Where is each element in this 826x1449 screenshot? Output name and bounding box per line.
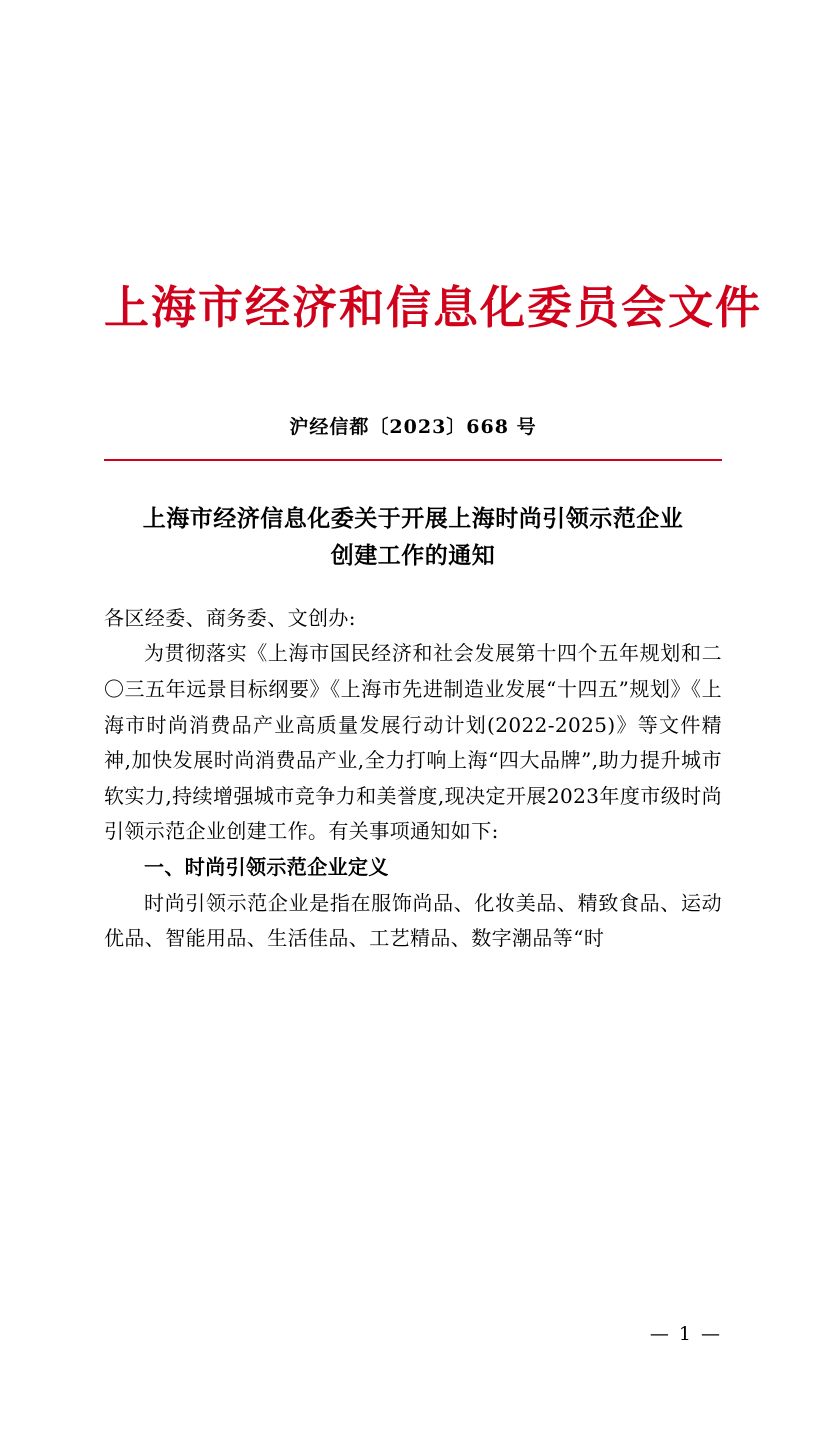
document-page <box>0 280 826 1449</box>
document-body <box>104 601 722 957</box>
document-title-line-1: 上海市经济信息化委关于开展上海时尚引领示范企业 <box>142 505 684 533</box>
document-number: 沪经信都〔2023〕668 号 <box>289 416 537 439</box>
document-title <box>104 501 722 575</box>
section-1-paragraph: 时尚引领示范企业是指在服饰尚品、化妆美品、精致食品、运动优品、智能用品、生活佳品、工艺精品、数字潮品等“时 <box>104 890 722 951</box>
salutation: 各区经委、商务委、文创办: <box>104 605 356 630</box>
red-divider-rule <box>104 459 722 461</box>
page-number: — 1 — <box>649 1323 722 1345</box>
body-paragraph-1: 为贯彻落实《上海市国民经济和社会发展第十四个五年规划和二〇三五年远景目标纲要》《上海市先进制造业发展“十四五”规划》《上海市时尚消费品产业高质量发展行动计划(2022-2025)》等文件精神,加快发展时尚消费品产业,全力打响上海“四大品牌”,助力提升城市软实力,持续增强城市竞争力和美誉度,现决定开展2023年度市级时尚引领示范企业创建工作。有关事项通知如下: <box>104 641 722 844</box>
document-title-line-2: 创建工作的通知 <box>330 542 496 570</box>
section-heading-1: 一、时尚引领示范企业定义 <box>144 855 389 879</box>
document-masthead: 上海市经济和信息化委员会文件 <box>104 281 763 334</box>
